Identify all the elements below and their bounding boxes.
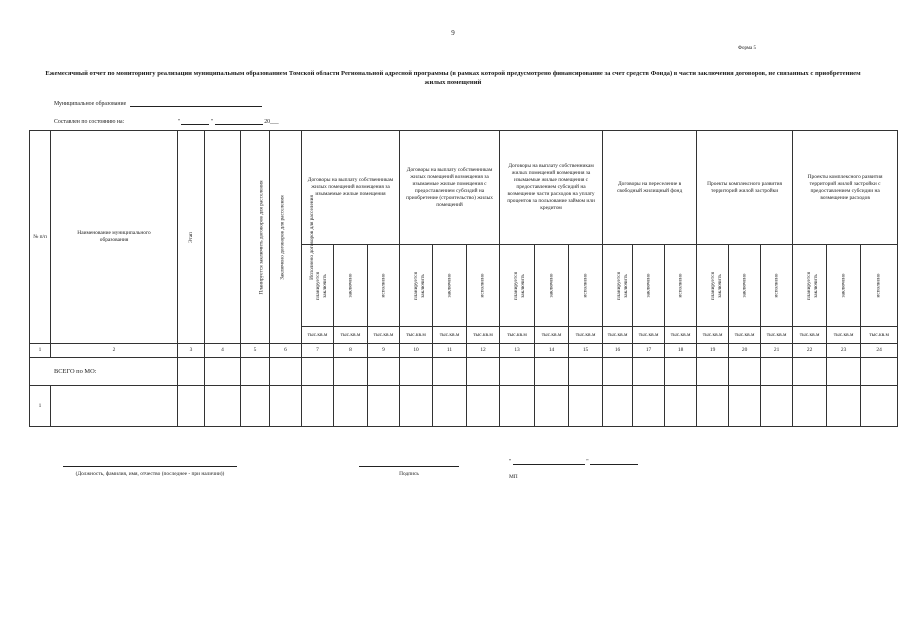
col-num: 12 [467,344,500,358]
form-label: Форма 5 [738,46,756,51]
subcol-g1-planned [302,245,334,327]
municipality-label: Муниципальное образование [54,101,127,107]
total-cell[interactable] [603,358,633,386]
col-planned-contracts-label: Планируется заключить договоров для расселения [258,179,265,295]
subcol-label: заключено [840,273,847,298]
data-cell[interactable] [861,386,898,427]
page-number: 9 [451,29,455,37]
col-signed-contracts-label: Заключено договоров для расселения [279,194,286,280]
date-label: Составлен по состоянию на: [54,119,125,125]
data-cell[interactable] [665,386,697,427]
total-cell[interactable] [400,358,433,386]
unit-cell: тыс.кв.м [433,327,467,344]
unit-cell: тыс.кв.м [535,327,569,344]
subcol-label: заключено [548,273,555,298]
total-cell[interactable] [467,358,500,386]
col-num: 3 [178,344,205,358]
col-num: 11 [433,344,467,358]
group-header-integrated-development: Проекты комплексного развития территорий жилой застройки [697,131,793,245]
data-cell[interactable] [178,386,205,427]
subcol-label: планируется заключить [616,271,630,300]
data-cell[interactable] [241,386,270,427]
date-line [54,119,279,125]
unit-cell: тыс.кв.м [665,327,697,344]
date-year-suffix: 20___ [264,119,279,125]
subcol-label: планируется заключить [710,271,724,300]
date-day-field[interactable] [181,124,209,125]
total-cell[interactable] [433,358,467,386]
subcol-label: заключено [346,273,353,298]
col-num: 14 [535,344,569,358]
subcol-g4-signed [633,245,665,327]
data-cell[interactable] [467,386,500,427]
subcol-g1-signed [334,245,368,327]
subcol-label: исполнено [875,273,882,298]
unit-cell: тыс.кв.м [633,327,665,344]
subcol-label: планируется заключить [315,271,328,300]
subcol-label: планируется заключить [513,271,527,300]
subcol-label: планируется заключить [413,271,427,300]
data-cell[interactable] [500,386,535,427]
col-num: 6 [270,344,302,358]
data-cell[interactable] [633,386,665,427]
subcol-g5-signed [729,245,761,327]
col-num: 8 [334,344,368,358]
col-num: 19 [697,344,729,358]
col-num: 1 [30,344,51,358]
data-cell[interactable] [51,386,178,427]
subcol-g6-planned [793,245,827,327]
unit-cell: тыс.кв.м [697,327,729,344]
total-cell[interactable] [205,358,241,386]
subcol-g5-executed [761,245,793,327]
subcol-g2-executed [467,245,500,327]
subcol-g2-signed [433,245,467,327]
total-cell[interactable] [368,358,400,386]
col-planned-contracts-header [205,131,265,344]
subcol-g6-executed [861,245,898,327]
total-cell[interactable] [793,358,827,386]
subcol-label: планируется заключить [806,271,820,300]
unit-cell: тыс.кв.м [334,327,368,344]
unit-cell: тыс.кв.м [400,327,433,344]
unit-cell: тыс.кв.м [861,327,898,344]
position-line[interactable] [63,466,237,467]
subcol-g4-executed [665,245,697,327]
subcol-g3-signed [535,245,569,327]
data-cell[interactable] [368,386,400,427]
col-num: 17 [633,344,665,358]
data-cell[interactable] [535,386,569,427]
col-executed-contracts-label: Исполнено договоров для расселения [308,194,315,280]
total-cell[interactable] [500,358,535,386]
subcol-g1-executed [368,245,400,327]
total-cell[interactable] [302,358,334,386]
date-close-quote: " [586,459,589,465]
total-row-label: ВСЕГО по МО: [30,358,178,386]
data-cell[interactable] [302,386,334,427]
data-cell[interactable] [205,386,241,427]
data-cell[interactable] [270,386,302,427]
municipality-field[interactable] [130,106,262,107]
group-header-compensation: Договоры на выплату собственникам жилых помещений возмещения за изымаемые жилые помещения [302,131,400,245]
total-cell[interactable] [861,358,898,386]
signature-month-field[interactable] [590,464,638,465]
col-num: 2 [51,344,178,358]
date-open-quote: " [177,119,180,125]
total-cell[interactable] [761,358,793,386]
col-num: 4 [205,344,241,358]
col-num: 16 [603,344,633,358]
total-cell[interactable] [697,358,729,386]
col-num: 5 [241,344,270,358]
col-name-header: Наименование муниципального образования [51,131,178,344]
group-header-integrated-development-subsidy: Проекты комплексного развития территорий жилой застройки с предоставлением субсидии на возмещение расходов [793,131,898,245]
date-open-quote: " [509,459,512,465]
stamp-caption: МП [509,474,518,480]
col-num: 7 [302,344,334,358]
col-num: 20 [729,344,761,358]
group-header-compensation-subsidy-interest: Договоры на выплату собственникам жилых помещений возмещения за изымаемые жилые помещения с предоставлением субсидий на возмещение части расходов на уплату процентов за пользование займом или кредитом [500,131,603,245]
unit-cell: тыс.кв.м [729,327,761,344]
date-month-field[interactable] [215,124,263,125]
col-num: 9 [368,344,400,358]
unit-cell: тыс.кв.м [569,327,603,344]
column-numbers-row [30,344,898,358]
data-cell[interactable] [761,386,793,427]
total-cell[interactable] [569,358,603,386]
subcol-g3-executed [569,245,603,327]
signature-line[interactable] [359,466,459,467]
subcol-g4-planned [603,245,633,327]
subcol-label: исполнено [479,273,486,298]
col-stage-label: Этап [187,231,194,243]
signature-caption: Подпись [399,471,419,477]
col-num: 15 [569,344,603,358]
unit-cell: тыс.кв.м [793,327,827,344]
total-cell[interactable] [270,358,302,386]
total-cell[interactable] [665,358,697,386]
total-cell[interactable] [729,358,761,386]
subcol-label: заключено [446,273,453,298]
unit-cell: тыс.кв.м [603,327,633,344]
data-cell[interactable] [729,386,761,427]
table-row [30,386,898,427]
total-cell[interactable] [334,358,368,386]
data-cell[interactable] [569,386,603,427]
subcol-g5-planned [697,245,729,327]
subcol-label: заключено [645,273,652,298]
data-cell[interactable] [400,386,433,427]
col-number-header: № п/п [30,131,51,344]
position-signature-block [63,466,237,478]
date-close-quote: " [210,119,214,125]
signature-day-field[interactable] [513,464,585,465]
subcol-label: исполнено [582,273,589,298]
data-cell[interactable] [334,386,368,427]
data-cell[interactable] [697,386,729,427]
group-header-compensation-subsidy-purchase: Договоры на выплату собственникам жилых помещений возмещения за изымаемые жилые помещения с предоставлением субсидий на приобретение (строительство) жилых помещений [400,131,500,245]
total-cell[interactable] [535,358,569,386]
municipality-line [54,101,262,107]
subcol-g2-planned [400,245,433,327]
subcol-g3-planned [500,245,535,327]
col-num: 21 [761,344,793,358]
col-num: 24 [861,344,898,358]
total-cell[interactable] [827,358,861,386]
data-cell[interactable] [827,386,861,427]
subcol-g6-signed [827,245,861,327]
position-caption: (Должность, фамилия, имя, отчество (последнее - при наличии)) [75,471,225,477]
signature-block [359,466,459,478]
col-num: 10 [400,344,433,358]
unit-cell: тыс.кв.м [761,327,793,344]
data-cell[interactable] [793,386,827,427]
subcol-label: исполнено [773,273,780,298]
col-num: 18 [665,344,697,358]
col-num: 13 [500,344,535,358]
total-cell[interactable] [241,358,270,386]
header-row-groups [30,131,898,245]
subcol-label: исполнено [380,273,387,298]
report-title: Ежемесячный отчет по мониторингу реализации муниципальным образованием Томской области Региональной адресной программы (в рамках которой предусмотрено финансирование за счет средств Фонда) в части заключения договоров, не связанных с приобретением жилых помещений [45,70,861,86]
subcol-label: заключено [741,273,748,298]
report-table [29,130,898,427]
unit-cell: тыс.кв.м [827,327,861,344]
col-num: 22 [793,344,827,358]
unit-cell: тыс.кв.м [467,327,500,344]
data-cell[interactable] [603,386,633,427]
col-num: 23 [827,344,861,358]
total-cell[interactable] [633,358,665,386]
total-row [30,358,898,386]
row-number: 1 [30,386,51,427]
unit-cell: тыс.кв.м [368,327,400,344]
data-cell[interactable] [433,386,467,427]
subcol-label: исполнено [677,273,684,298]
group-header-free-housing-fund: Договоры на переселение в свободный жилищный фонд [603,131,697,245]
unit-cell: тыс.кв.м [500,327,535,344]
col-stage-header [178,131,205,344]
signature-date-line [509,459,638,465]
total-cell[interactable] [178,358,205,386]
unit-cell: тыс.кв.м [302,327,334,344]
